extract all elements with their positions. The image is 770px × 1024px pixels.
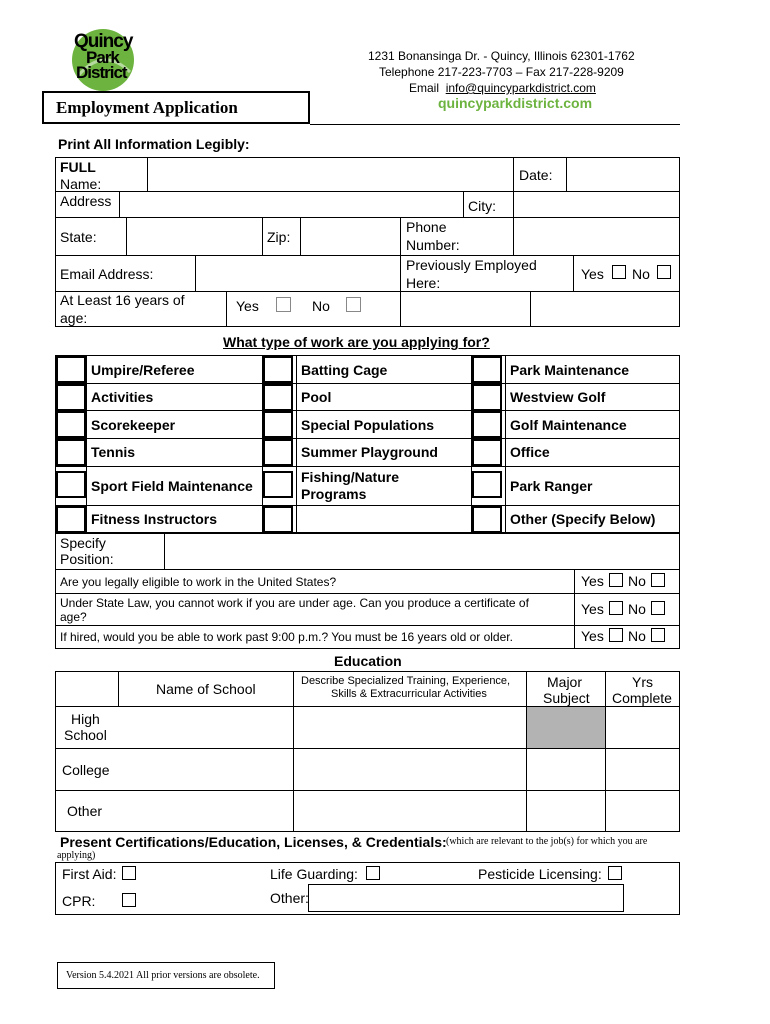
row-college: College [62, 762, 110, 778]
q3-yes-label: Yes [581, 628, 604, 644]
age-label-2: age: [60, 310, 88, 326]
work-heading: What type of work are you applying for? [223, 334, 490, 350]
full-label: FULL [60, 159, 96, 175]
col-major-2: Subject [543, 690, 590, 706]
divider [400, 217, 401, 327]
golf-maintenance-checkbox[interactable] [472, 411, 502, 438]
instructions: Print All Information Legibly: [58, 136, 250, 152]
divider [55, 505, 680, 506]
divider [296, 355, 297, 533]
logo-word-2: Park [86, 48, 119, 67]
divider [573, 255, 574, 291]
col-major-1: Major [547, 674, 583, 690]
q3-yes-checkbox[interactable] [609, 628, 623, 642]
highschool-name-field[interactable] [119, 707, 292, 747]
highschool-yrs-field[interactable] [606, 707, 679, 747]
office-checkbox[interactable] [472, 439, 502, 466]
cpr-label: CPR: [62, 893, 96, 909]
pool-checkbox[interactable] [263, 384, 293, 411]
question-eligible: Are you legally eligible to work in the United States? [60, 575, 337, 589]
work-option: Sport Field Maintenance [91, 478, 253, 494]
specify-label-2: Position: [60, 551, 114, 567]
row-high-1: High [71, 711, 100, 727]
question-certificate-1: Under State Law, you cannot work if you are under age. Can you produce a certificate of [60, 596, 529, 610]
col-describe-2: Skills & Extracurricular Activities [331, 688, 487, 700]
age-yes-label: Yes [236, 298, 259, 314]
name-label: Name: [60, 176, 102, 192]
pesticide-checkbox[interactable] [608, 866, 622, 880]
zip-label: Zip: [267, 229, 291, 245]
divider [262, 217, 263, 255]
divider [118, 671, 119, 706]
address-field[interactable] [120, 192, 462, 216]
logo [64, 26, 142, 92]
q2-no-checkbox[interactable] [651, 601, 665, 615]
divider [55, 466, 680, 467]
work-option: Office [510, 444, 550, 460]
question-work-late: If hired, would you be able to work past 9:00 p.m.? You must be 16 years old or older. [60, 630, 513, 644]
divider [463, 191, 464, 217]
college-name-field[interactable] [119, 749, 292, 789]
age-no-label: No [312, 298, 330, 314]
certs-note-2: applying) [57, 850, 96, 861]
divider [55, 410, 680, 411]
row-high-2: School [64, 727, 107, 743]
state-field[interactable] [127, 218, 261, 254]
q3-no-label: No [628, 628, 646, 644]
work-option: Programs [301, 486, 367, 502]
park-maintenance-checkbox[interactable] [472, 356, 502, 383]
age-yes-checkbox[interactable] [276, 297, 291, 312]
prev-yes-checkbox[interactable] [612, 265, 626, 279]
work-option: Park Ranger [510, 478, 593, 494]
specify-label-1: Specify [60, 535, 106, 551]
work-option: Park Maintenance [510, 362, 630, 378]
divider [55, 438, 680, 439]
website-link[interactable]: quincyparkdistrict.com [438, 95, 593, 111]
blank-work-checkbox[interactable] [263, 506, 293, 533]
work-option: Pool [301, 389, 332, 405]
fishing-nature-checkbox[interactable] [263, 471, 293, 498]
college-describe-field[interactable] [294, 749, 525, 789]
col-yrs-2: Complete [612, 690, 672, 706]
life-guarding-label: Life Guarding: [270, 866, 358, 882]
work-option: Batting Cage [301, 362, 388, 378]
park-ranger-checkbox[interactable] [472, 471, 502, 498]
work-option: Golf Maintenance [510, 417, 627, 433]
other-major-field[interactable] [527, 791, 604, 831]
westview-golf-checkbox[interactable] [472, 384, 502, 411]
batting-cage-checkbox[interactable] [263, 356, 293, 383]
work-option: Summer Playground [301, 444, 438, 460]
certs-heading: Present Certifications/Education, Licenses, & Credentials: [60, 834, 447, 850]
tennis-checkbox[interactable] [56, 439, 86, 466]
phone-label-1: Phone [406, 219, 447, 235]
certs-note-1: (which are relevant to the job(s) for which you are [446, 836, 648, 847]
other-cert-field[interactable] [308, 884, 624, 912]
life-guarding-checkbox[interactable] [366, 866, 380, 880]
version-text: Version 5.4.2021 All prior versions are obsolete. [66, 970, 260, 981]
work-option: Westview Golf [510, 389, 606, 405]
divider [513, 157, 514, 191]
header-rule [310, 124, 680, 125]
scorekeeper-checkbox[interactable] [56, 411, 86, 438]
other-checkbox[interactable] [472, 506, 502, 533]
work-option: Umpire/Referee [91, 362, 195, 378]
pesticide-label: Pesticide Licensing: [478, 866, 602, 882]
college-major-field[interactable] [527, 749, 604, 789]
divider [530, 291, 531, 327]
work-option: Tennis [91, 444, 136, 460]
email-line [409, 80, 596, 96]
other-name-field[interactable] [119, 791, 292, 831]
question-certificate-2: age? [60, 610, 87, 624]
first-aid-label: First Aid: [62, 866, 117, 882]
q2-yes-label: Yes [581, 601, 604, 617]
age-label-1: At Least 16 years of [60, 292, 185, 308]
divider [55, 569, 680, 570]
city-field[interactable] [514, 192, 679, 216]
activities-checkbox[interactable] [56, 384, 86, 411]
logo-word-3: District [76, 63, 127, 82]
divider [505, 355, 506, 533]
col-yrs-1: Yrs [632, 674, 653, 690]
cpr-checkbox[interactable] [122, 893, 136, 907]
other-yrs-field[interactable] [606, 791, 679, 831]
work-option: Special Populations [301, 417, 435, 433]
work-option: Scorekeeper [91, 417, 176, 433]
divider [86, 355, 87, 533]
divider [55, 593, 680, 594]
special-populations-checkbox[interactable] [263, 411, 293, 438]
phone-field[interactable] [514, 218, 679, 254]
page-title: Employment Application [56, 98, 238, 117]
date-label: Date: [519, 167, 553, 183]
state-label: State: [60, 229, 97, 245]
work-option: Fitness Instructors [91, 511, 218, 527]
email-link[interactable]: info@quincyparkdistrict.com [445, 81, 596, 95]
work-option: Other (Specify Below) [510, 511, 656, 527]
prev-employed-label-2: Here: [406, 275, 441, 291]
city-label: City: [468, 198, 496, 214]
divider [226, 291, 227, 327]
q2-no-label: No [628, 601, 646, 617]
email-prefix: Email [409, 81, 440, 95]
other-cert-label: Other: [270, 890, 309, 906]
age-no-checkbox[interactable] [346, 297, 361, 312]
specify-position-field[interactable] [165, 534, 679, 568]
q3-no-checkbox[interactable] [651, 628, 665, 642]
q1-no-label: No [628, 573, 646, 589]
divider [574, 569, 575, 649]
work-option: Activities [91, 389, 154, 405]
address-label: Address [60, 193, 112, 209]
prev-yes-label: Yes [581, 266, 604, 282]
date-field[interactable] [567, 158, 679, 190]
address-line: 1231 Bonansinga Dr. - Quincy, Illinois 62301-1762 [368, 49, 635, 63]
summer-playground-checkbox[interactable] [263, 439, 293, 466]
q2-yes-checkbox[interactable] [609, 601, 623, 615]
q1-yes-label: Yes [581, 573, 604, 589]
other-describe-field[interactable] [294, 791, 525, 831]
row-other: Other [67, 803, 103, 819]
phone-line: Telephone 217-223-7703 – Fax 217-228-9209 [379, 65, 624, 79]
email-field[interactable] [196, 256, 399, 290]
q1-yes-checkbox[interactable] [609, 573, 623, 587]
college-yrs-field[interactable] [606, 749, 679, 789]
umpire-checkbox[interactable] [56, 356, 86, 383]
prev-employed-label-1: Previously Employed [406, 257, 537, 273]
name-field[interactable] [148, 158, 512, 190]
first-aid-checkbox[interactable] [122, 866, 136, 880]
major-highschool-shaded [527, 707, 605, 748]
phone-label-2: Number: [406, 237, 460, 253]
email-label: Email Address: [60, 266, 154, 282]
sport-field-checkbox[interactable] [56, 471, 86, 498]
divider [55, 383, 680, 384]
work-option: Fishing/Nature [301, 469, 400, 485]
zip-field[interactable] [301, 218, 399, 254]
col-describe-1: Describe Specialized Training, Experience, [301, 675, 511, 687]
logo-word-1: Quincy [74, 31, 133, 52]
prev-no-label: No [632, 266, 650, 282]
prev-no-checkbox[interactable] [657, 265, 671, 279]
highschool-describe-field[interactable] [294, 707, 525, 747]
fitness-checkbox[interactable] [56, 506, 86, 533]
education-heading: Education [334, 653, 402, 669]
col-school: Name of School [156, 681, 256, 697]
q1-no-checkbox[interactable] [651, 573, 665, 587]
divider [55, 625, 680, 626]
